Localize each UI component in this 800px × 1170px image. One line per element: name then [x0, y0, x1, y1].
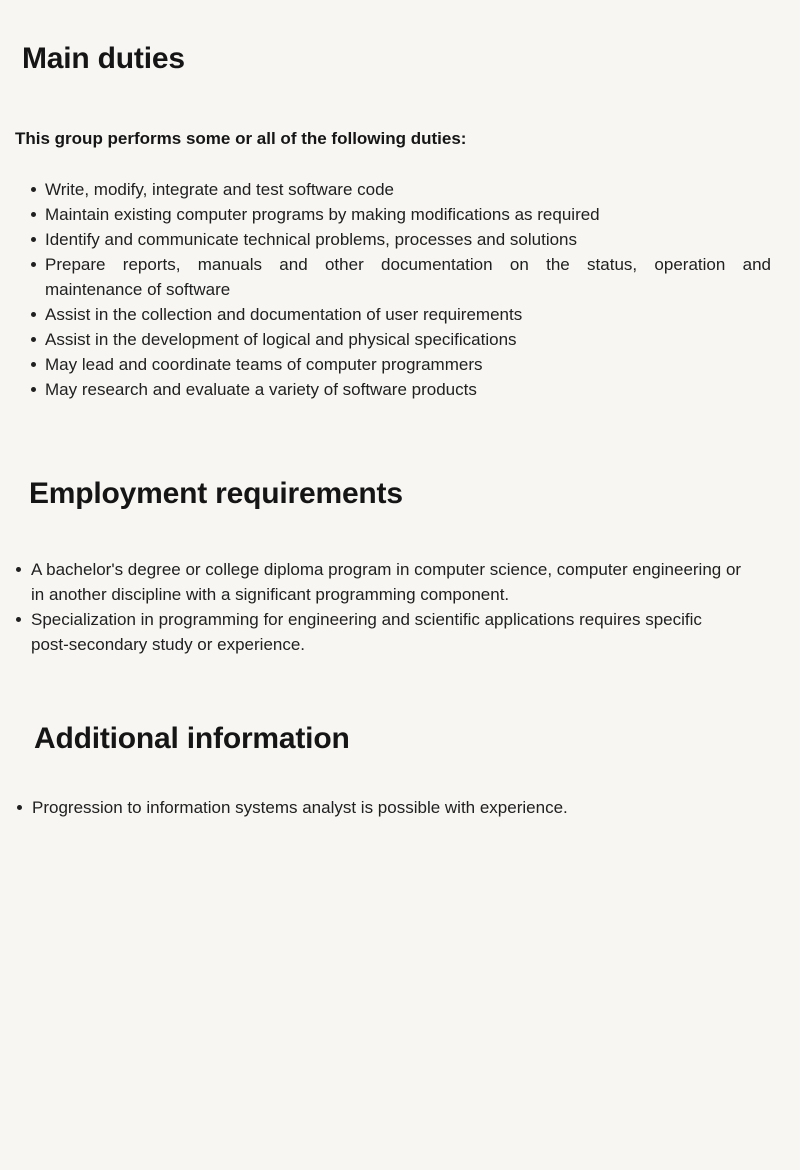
- main-duties-heading: Main duties: [22, 42, 185, 75]
- list-item: May lead and coordinate teams of computer programmers: [31, 352, 771, 377]
- list-item: Progression to information systems analyst is possible with experience.: [17, 795, 782, 820]
- list-item: [16, 557, 781, 607]
- list-item: Assist in the development of logical and physical specifications: [31, 327, 771, 352]
- list-item-line: Prepare reports, manuals and other documentation on the status, operation and: [45, 255, 771, 274]
- duties-intro: This group performs some or all of the following duties:: [15, 129, 467, 148]
- additional-list: [17, 795, 782, 820]
- list-item: Write, modify, integrate and test software code: [31, 177, 771, 202]
- list-item: [16, 607, 781, 657]
- list-item: [31, 252, 771, 302]
- list-item: May research and evaluate a variety of software products: [31, 377, 771, 402]
- requirements-list: [16, 557, 781, 657]
- employment-requirements-heading: Employment requirements: [29, 477, 403, 510]
- list-item-line: A bachelor's degree or college diploma program in computer science, computer engineering or: [31, 560, 742, 579]
- list-item-line: post-secondary study or experience.: [31, 635, 306, 654]
- list-item: Assist in the collection and documentation of user requirements: [31, 302, 771, 327]
- duties-list: [31, 177, 771, 402]
- additional-information-heading: Additional information: [34, 722, 350, 755]
- list-item-line: Specialization in programming for engineering and scientific applications requires specific: [31, 610, 702, 629]
- list-item: Identify and communicate technical problems, processes and solutions: [31, 227, 771, 252]
- list-item: Maintain existing computer programs by making modifications as required: [31, 202, 771, 227]
- list-item-line: maintenance of software: [45, 280, 231, 299]
- list-item-line: in another discipline with a significant programming component.: [31, 585, 510, 604]
